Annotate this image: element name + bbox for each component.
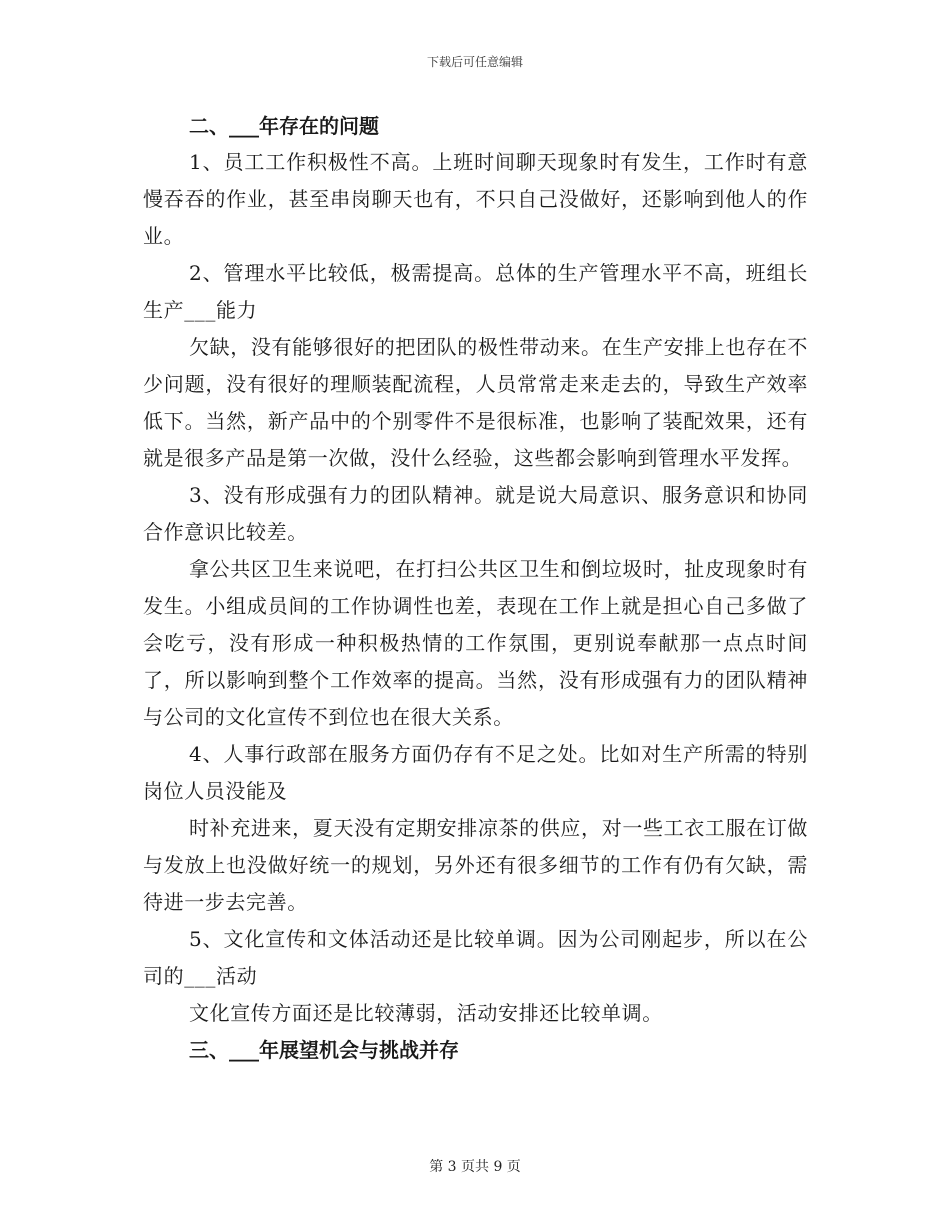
page-header: 下载后可任意编辑 (426, 55, 523, 69)
paragraph-team-spirit: 3、没有形成强有力的团队精神。就是说大局意识、服务意识和协同合作意识比较差。 (143, 483, 808, 544)
section-heading-outlook: 三、___年展望机会与挑战并存 (189, 1038, 459, 1062)
paragraph-culture-continued: 文化宣传方面还是比较薄弱，活动安排还比较单调。 (189, 1001, 663, 1025)
paragraph-employee-motivation: 1、员工工作积极性不高。上班时间聊天现象时有发生，工作时有意慢吞吞的作业，甚至串岗聊天也有，不只自己没做好，还影响到他人的作业。 (143, 150, 808, 248)
paragraph-management-level: 2、管理水平比较低，极需提高。总体的生产管理水平不高，班组长生产___能力 (143, 261, 808, 322)
page-footer: 第 3 页共 9 页 (429, 1159, 521, 1175)
document-body (143, 108, 808, 1068)
paragraph-culture-activities: 5、文化宣传和文体活动还是比较单调。因为公司刚起步，所以在公司的___活动 (143, 927, 808, 988)
section-heading-problems: 二、___年存在的问题 (189, 114, 379, 138)
paragraph-hr-admin-service: 4、人事行政部在服务方面仍存有不足之处。比如对生产所需的特别岗位人员没能及 (143, 742, 808, 803)
paragraph-management-continued: 欠缺，没有能够很好的把团队的极性带动来。在生产安排上也存在不少问题，没有很好的理顺装配流程，人员常常走来走去的，导致生产效率低下。当然，新产品中的个别零件不是很标准，也影响了装配效果，还有就是很多产品是第一次做，没什么经验，这些都会影响到管理水平发挥。 (143, 335, 808, 470)
paragraph-public-area-example: 拿公共区卫生来说吧，在打扫公共区卫生和倒垃圾时，扯皮现象时有发生。小组成员间的工作协调性也差，表现在工作上就是担心自己多做了会吃亏，没有形成一种积极热情的工作氛围，更别说奉献那一点点时间了，所以影响到整个工作效率的提高。当然，没有形成强有力的团队精神与公司的文化宣传不到位也在很大关系。 (143, 557, 808, 729)
paragraph-hr-admin-continued: 时补充进来，夏天没有定期安排凉茶的供应，对一些工衣工服在订做与发放上也没做好统一的规划，另外还有很多细节的工作有仍有欠缺，需待进一步去完善。 (143, 816, 808, 914)
